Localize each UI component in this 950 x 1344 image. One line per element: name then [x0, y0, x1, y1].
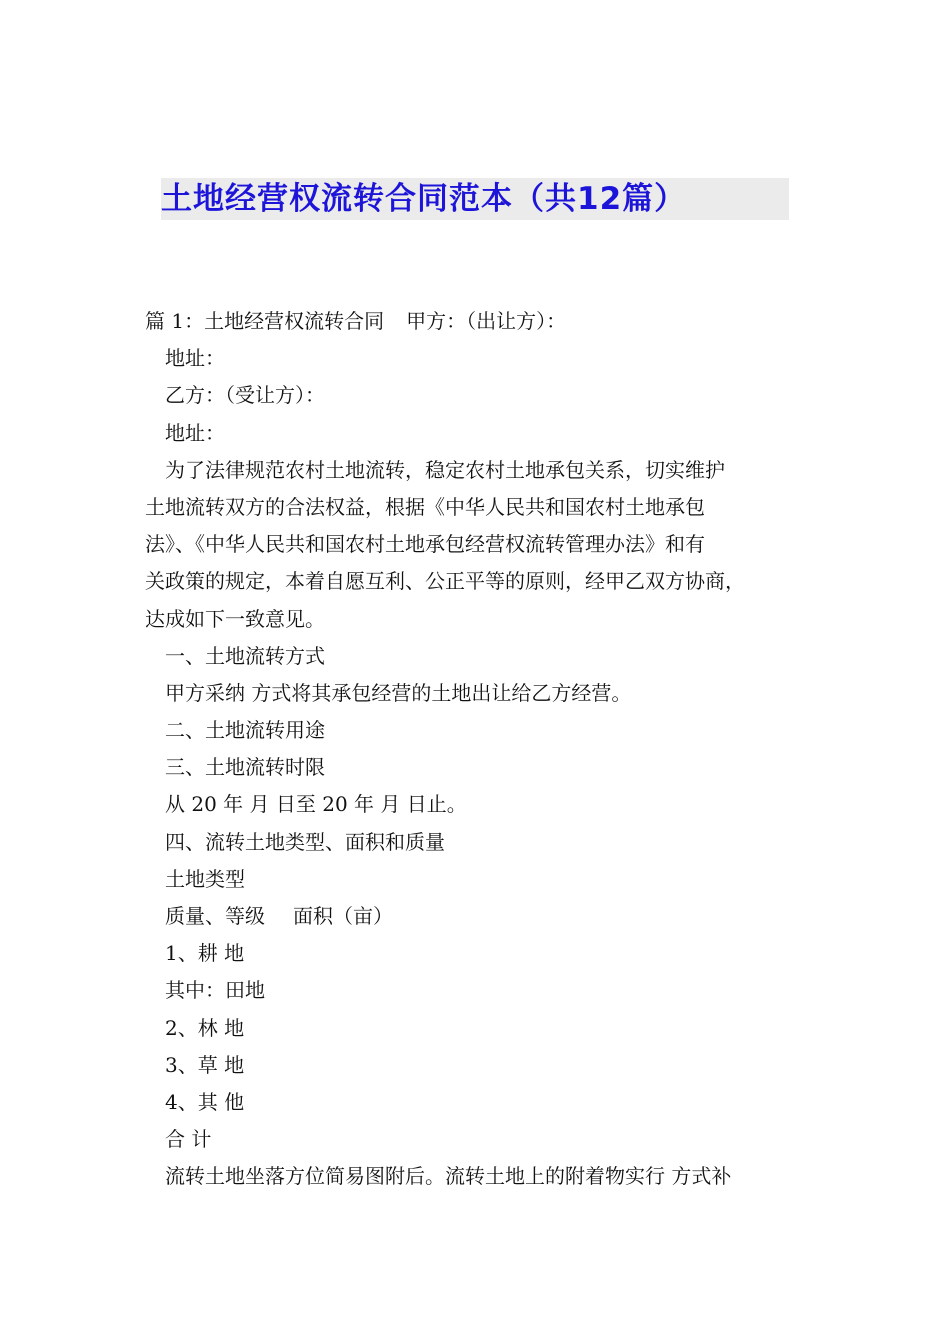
section-closing-text: 流转土地坐落方位简易图附后。流转土地上的附着物实行 方式补	[165, 1164, 732, 1189]
section-text: 从 20 年 月 日至 20 年 月 日止。	[165, 792, 467, 817]
table-row: 其中：田地	[165, 978, 265, 1003]
table-row: 2、林 地	[165, 1015, 245, 1040]
document-title: 土地经营权流转合同范本（共12篇）	[161, 181, 687, 217]
party-b-label: 乙方：（受让方）：	[165, 383, 325, 408]
table-col-quality: 质量、等级	[165, 904, 265, 928]
table-total: 合 计	[165, 1127, 212, 1152]
table-row: 3、草 地	[165, 1052, 245, 1077]
preamble-line: 为了法律规范农村土地流转，稳定农村土地承包关系，切实维护	[165, 457, 725, 482]
preamble-line: 法》、《中华人民共和国农村土地承包经营权流转管理办法》和有	[145, 532, 705, 557]
address-b: 地址：	[165, 420, 225, 445]
table-row: 1、耕 地	[165, 941, 245, 966]
section-heading: 三、土地流转时限	[165, 755, 325, 780]
table-col-area: 面积（亩）	[293, 904, 393, 928]
table-col-type: 土地类型	[165, 866, 245, 891]
preamble-line: 达成如下一致意见。	[145, 606, 325, 631]
section-heading: 二、土地流转用途	[165, 718, 325, 743]
preamble-line: 关政策的规定，本着自愿互利、公正平等的原则，经甲乙双方协商，	[145, 569, 745, 594]
preamble-line: 土地流转双方的合法权益，根据《中华人民共和国农村土地承包	[145, 494, 705, 519]
section-heading: 一、土地流转方式	[165, 643, 325, 668]
header-line	[145, 303, 825, 340]
part-heading: 篇 1：土地经营权流转合同	[145, 309, 385, 333]
address-a: 地址：	[165, 346, 225, 371]
section-text: 甲方采纳 方式将其承包经营的土地出让给乙方经营。	[165, 680, 632, 705]
document-body	[145, 303, 825, 1196]
table-row: 4、其 他	[165, 1089, 245, 1114]
table-header-row	[145, 898, 825, 935]
party-a-label: 甲方：（出让方）：	[406, 309, 567, 333]
title-highlight	[161, 178, 789, 220]
section-heading: 四、流转土地类型、面积和质量	[165, 829, 445, 854]
